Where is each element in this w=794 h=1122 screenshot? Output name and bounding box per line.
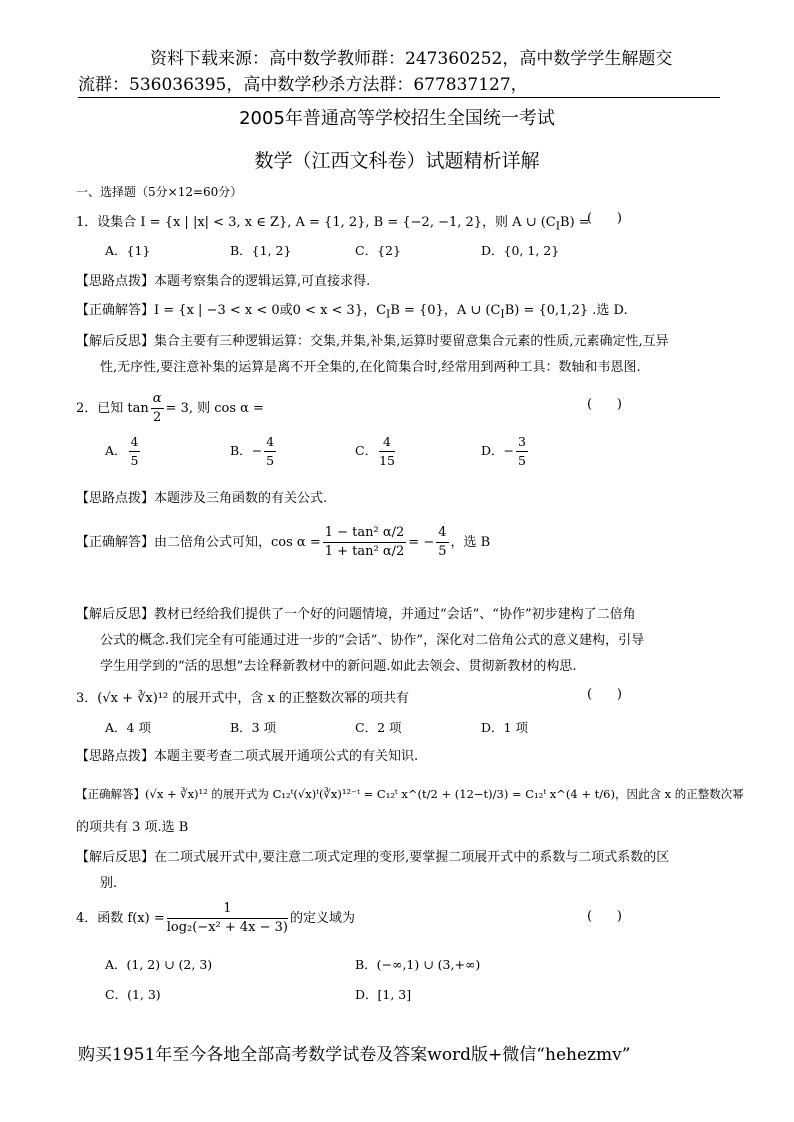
q2-hint: 【思路点拨】本题涉及三角函数的有关公式. [76, 491, 328, 506]
q1-answer-bracket: ( ) [587, 211, 622, 226]
q2-reflection: 【解后反思】教材已经给我们提供了一个好的问题情境，并通过“会话”、“协作”初步建构了二倍角 [76, 607, 636, 622]
q1-reflection: 【解后反思】集合主要有三种逻辑运算：交集,并集,补集,运算时要留意集合元素的性质,元素确定性,互异 [76, 334, 669, 349]
exam-title: 2005年普通高等学校招生全国统一考试 [239, 108, 555, 129]
q2-option-b: B．− $\frac{4}{5}$ [230, 434, 275, 468]
footer-notice: 购买1951年至今各地全部高考数学试卷及答案word版+微信“hehezmv” [78, 1045, 631, 1065]
q4-stem: 4．函数 f(x) = $\frac{1}{\text{log₂(−x² + 4x − 3)}}$ 的定义域为 [76, 901, 356, 935]
source-line-1: 资料下载来源：高中数学教师群：247360252，高中数学学生解题交 [150, 49, 673, 69]
q2-option-a: A． $\frac{4}{5}$ [105, 434, 139, 468]
q1-reflection-cont: 性,无序性,要注意补集的运算是离不开全集的,在化简集合时,经常用到两种工具：数轴和韦恩图. [100, 360, 641, 375]
q4-option-b: B．(−∞,1) ∪ (3,+∞) [355, 957, 481, 972]
q2-answer-fraction: $\frac{\text{1 − tan² α/2}}{\text{1 + tan² α/2}}$ [324, 525, 405, 559]
q2-stem: 2．已知 tan $\frac{\alpha}{2}$ = 3, 则 cos α = [76, 391, 264, 425]
q1-option-c: C．{2} [355, 243, 401, 258]
q2-option-c: C． $\frac{4}{15}$ [355, 434, 395, 468]
q4-option-d: D．[1, 3] [355, 987, 412, 1002]
q2-answer-bracket: ( ) [587, 397, 622, 412]
header-rule [78, 97, 720, 98]
q3-option-a: A．4 项 [105, 720, 151, 735]
q1-hint: 【思路点拨】本题考察集合的逻辑运算,可直接求得. [76, 274, 371, 289]
q2-stem-fraction: $\frac{\alpha}{2}$ [152, 391, 162, 425]
q3-answer-cont: 的项共有 3 项.选 B [76, 820, 189, 835]
q2-reflection-cont-2: 学生用学到的“活的思想”去诠释新教材中的新问题.如此去领会、贯彻新教材的构思. [100, 659, 577, 674]
q2-option-d: D．− $\frac{3}{5}$ [481, 434, 526, 468]
q3-hint: 【思路点拨】本题主要考查二项式展开通项公式的有关知识. [76, 749, 419, 764]
q2-reflection-cont-1: 公式的概念.我们完全有可能通过进一步的“会话”、协作”，深化对二倍角公式的意义建构，引导 [100, 633, 645, 648]
q3-stem: 3．(√x + ∛x)¹² 的展开式中，含 x 的正整数次幂的项共有 [76, 691, 409, 706]
q3-answer: 【正确解答】(√x + ∛x)¹² 的展开式为 C₁₂ᵗ(√x)ᵗ(∛x)¹²⁻ᵗ = C₁₂ᵗ x^(t/2 + (12−t)/3) = C₁₂ᵗ x^(4 + t/6)，因此含 x 的正整数次幂 [76, 787, 744, 801]
q3-option-b: B．3 项 [230, 720, 277, 735]
source-line-2: 流群：536036395，高中数学秒杀方法群：677837127， [78, 75, 528, 95]
q3-option-c: C．2 项 [355, 720, 402, 735]
q2-answer: 【正确解答】由二倍角公式可知，cos α = $\frac{\text{1 − tan² α/2}}{\text{1 + tan² α/2}}$ = − $\frac{4}{5}$ ，选 B [76, 525, 491, 559]
q4-stem-fraction: $\frac{1}{\text{log₂(−x² + 4x − 3)}}$ [166, 901, 289, 935]
q4-answer-bracket: ( ) [587, 909, 622, 924]
q1-stem: 1．设集合 I = {x | |x| < 3, x ∈ Z}, A = {1, 2}, B = {−2, −1, 2}，则 A ∪ $(C_IB)$ = [76, 215, 590, 233]
q1-answer: 【正确解答】I = {x | −3 < x < 0或0 < x < 3}，$C_IB = \{0\}$，A ∪ $(C_IB) = \{0,1,2\}$ .选 D. [76, 303, 628, 321]
q3-reflection: 【解后反思】在二项式展开式中,要注意二项式定理的变形,要掌握二项展开式中的系数与二项式系数的区 [76, 850, 670, 865]
q1-option-b: B．{1, 2} [230, 243, 292, 258]
q4-option-c: C．(1, 3) [105, 987, 161, 1002]
q1-option-a: A．{1} [105, 243, 151, 258]
q3-reflection-cont: 别. [100, 876, 118, 891]
q3-answer-bracket: ( ) [587, 687, 622, 702]
q3-option-d: D．1 项 [481, 720, 528, 735]
exam-subtitle: 数学（江西文科卷）试题精析详解 [254, 150, 540, 172]
section-heading: 一、选择题（5分×12=60分） [76, 185, 243, 199]
q4-option-a: A．(1, 2) ∪ (2, 3) [105, 957, 213, 972]
q1-option-d: D．{0, 1, 2} [481, 243, 560, 258]
